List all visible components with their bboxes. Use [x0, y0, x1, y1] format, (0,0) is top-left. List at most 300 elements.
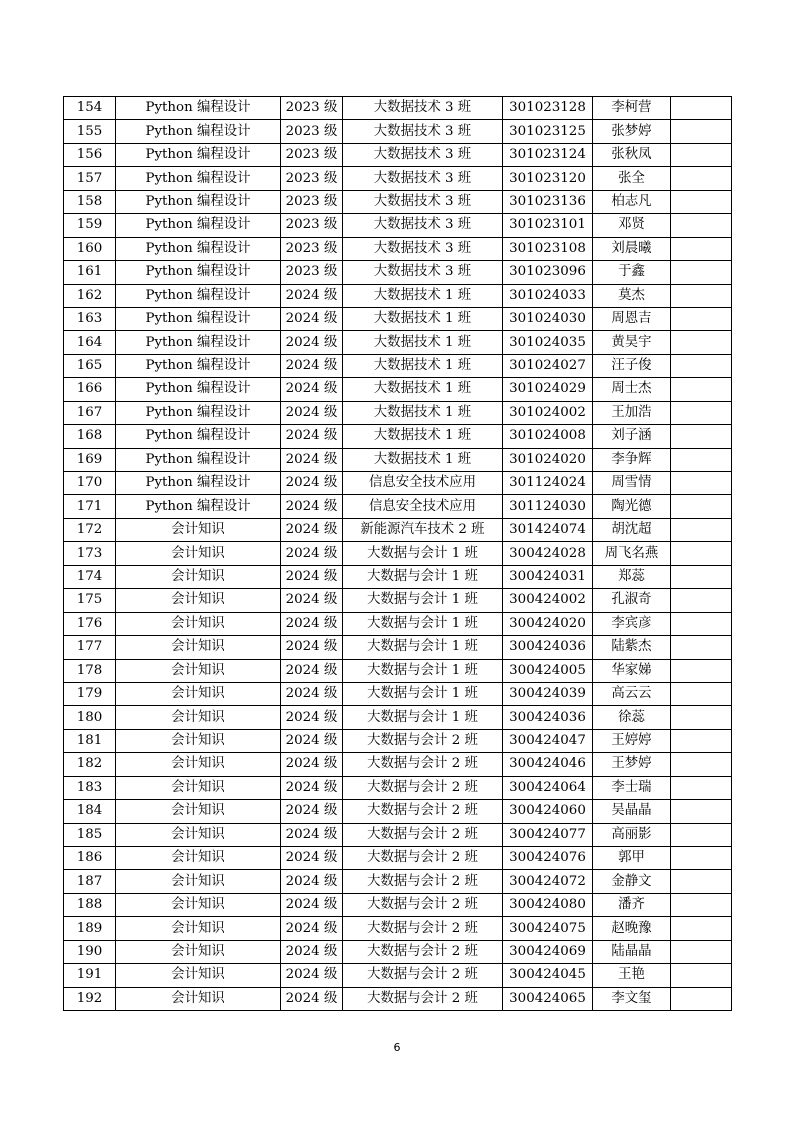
row-number-cell: 159	[64, 214, 116, 237]
table-row	[64, 401, 732, 424]
grade-year-cell: 2024 级	[281, 917, 343, 940]
course-name-cell: Python 编程设计	[116, 448, 281, 471]
student-name-cell: 华家娣	[593, 659, 671, 682]
row-number-cell: 167	[64, 401, 116, 424]
remark-cell	[671, 589, 732, 612]
course-name-cell: 会计知识	[116, 636, 281, 659]
remark-cell	[671, 565, 732, 588]
class-name-cell: 大数据与会计 2 班	[343, 917, 503, 940]
remark-cell	[671, 940, 732, 963]
student-id-cell: 300424046	[503, 753, 593, 776]
row-number-cell: 164	[64, 331, 116, 354]
student-roster-table	[63, 96, 732, 1011]
student-name-cell: 高云云	[593, 682, 671, 705]
grade-year-cell: 2023 级	[281, 261, 343, 284]
remark-cell	[671, 636, 732, 659]
grade-year-cell: 2024 级	[281, 776, 343, 799]
course-name-cell: 会计知识	[116, 870, 281, 893]
table-row	[64, 190, 732, 213]
student-id-cell: 300424045	[503, 964, 593, 987]
student-name-cell: 李文玺	[593, 987, 671, 1010]
page-number: 6	[393, 1041, 401, 1054]
student-name-cell: 邓贤	[593, 214, 671, 237]
student-name-cell: 刘晨曦	[593, 237, 671, 260]
student-name-cell: 王婷婷	[593, 729, 671, 752]
course-name-cell: 会计知识	[116, 659, 281, 682]
table-row	[64, 987, 732, 1010]
table-row	[64, 261, 732, 284]
remark-cell	[671, 870, 732, 893]
grade-year-cell: 2024 级	[281, 800, 343, 823]
student-id-cell: 300424020	[503, 612, 593, 635]
class-name-cell: 大数据与会计 2 班	[343, 823, 503, 846]
row-number-cell: 191	[64, 964, 116, 987]
remark-cell	[671, 964, 732, 987]
remark-cell	[671, 143, 732, 166]
student-name-cell: 柏志凡	[593, 190, 671, 213]
student-id-cell: 300424031	[503, 565, 593, 588]
row-number-cell: 176	[64, 612, 116, 635]
course-name-cell: Python 编程设计	[116, 120, 281, 143]
class-name-cell: 大数据与会计 2 班	[343, 847, 503, 870]
remark-cell	[671, 472, 732, 495]
course-name-cell: Python 编程设计	[116, 307, 281, 330]
table-row	[64, 307, 732, 330]
student-id-cell: 301424074	[503, 518, 593, 541]
row-number-cell: 172	[64, 518, 116, 541]
remark-cell	[671, 729, 732, 752]
row-number-cell: 165	[64, 354, 116, 377]
row-number-cell: 163	[64, 307, 116, 330]
grade-year-cell: 2023 级	[281, 97, 343, 120]
grade-year-cell: 2024 级	[281, 378, 343, 401]
course-name-cell: Python 编程设计	[116, 261, 281, 284]
remark-cell	[671, 800, 732, 823]
student-name-cell: 周雪情	[593, 472, 671, 495]
row-number-cell: 187	[64, 870, 116, 893]
class-name-cell: 大数据与会计 2 班	[343, 729, 503, 752]
class-name-cell: 大数据与会计 1 班	[343, 706, 503, 729]
class-name-cell: 大数据技术 1 班	[343, 425, 503, 448]
student-id-cell: 301024029	[503, 378, 593, 401]
row-number-cell: 171	[64, 495, 116, 518]
table-row	[64, 378, 732, 401]
grade-year-cell: 2024 级	[281, 612, 343, 635]
student-name-cell: 于鑫	[593, 261, 671, 284]
row-number-cell: 156	[64, 143, 116, 166]
table-row	[64, 284, 732, 307]
row-number-cell: 183	[64, 776, 116, 799]
class-name-cell: 新能源汽车技术 2 班	[343, 518, 503, 541]
student-id-cell: 301023124	[503, 143, 593, 166]
course-name-cell: Python 编程设计	[116, 331, 281, 354]
course-name-cell: Python 编程设计	[116, 143, 281, 166]
remark-cell	[671, 753, 732, 776]
course-name-cell: Python 编程设计	[116, 354, 281, 377]
row-number-cell: 181	[64, 729, 116, 752]
student-name-cell: 王艳	[593, 964, 671, 987]
remark-cell	[671, 706, 732, 729]
table-row	[64, 682, 732, 705]
remark-cell	[671, 542, 732, 565]
grade-year-cell: 2024 级	[281, 659, 343, 682]
grade-year-cell: 2024 级	[281, 401, 343, 424]
table-row	[64, 706, 732, 729]
remark-cell	[671, 237, 732, 260]
remark-cell	[671, 378, 732, 401]
student-name-cell: 张梦婷	[593, 120, 671, 143]
student-id-cell: 300424069	[503, 940, 593, 963]
table-row	[64, 964, 732, 987]
remark-cell	[671, 823, 732, 846]
student-name-cell: 高丽影	[593, 823, 671, 846]
grade-year-cell: 2024 级	[281, 331, 343, 354]
remark-cell	[671, 97, 732, 120]
table-row	[64, 237, 732, 260]
class-name-cell: 大数据与会计 1 班	[343, 682, 503, 705]
student-id-cell: 301023128	[503, 97, 593, 120]
remark-cell	[671, 659, 732, 682]
student-name-cell: 潘齐	[593, 893, 671, 916]
class-name-cell: 大数据技术 1 班	[343, 401, 503, 424]
grade-year-cell: 2024 级	[281, 706, 343, 729]
row-number-cell: 185	[64, 823, 116, 846]
class-name-cell: 大数据技术 1 班	[343, 331, 503, 354]
class-name-cell: 大数据技术 1 班	[343, 448, 503, 471]
student-id-cell: 301023136	[503, 190, 593, 213]
remark-cell	[671, 307, 732, 330]
class-name-cell: 大数据技术 3 班	[343, 214, 503, 237]
table-row	[64, 753, 732, 776]
course-name-cell: 会计知识	[116, 847, 281, 870]
table-row	[64, 495, 732, 518]
remark-cell	[671, 120, 732, 143]
class-name-cell: 大数据与会计 1 班	[343, 589, 503, 612]
class-name-cell: 大数据技术 1 班	[343, 307, 503, 330]
student-name-cell: 周飞名燕	[593, 542, 671, 565]
student-name-cell: 黄昊宇	[593, 331, 671, 354]
student-id-cell: 300424075	[503, 917, 593, 940]
table-row	[64, 847, 732, 870]
course-name-cell: 会计知识	[116, 823, 281, 846]
table-row	[64, 636, 732, 659]
remark-cell	[671, 495, 732, 518]
grade-year-cell: 2024 级	[281, 518, 343, 541]
student-id-cell: 300424036	[503, 636, 593, 659]
table-row	[64, 354, 732, 377]
table-row	[64, 167, 732, 190]
grade-year-cell: 2024 级	[281, 870, 343, 893]
class-name-cell: 大数据与会计 1 班	[343, 659, 503, 682]
grade-year-cell: 2024 级	[281, 682, 343, 705]
student-name-cell: 赵晚豫	[593, 917, 671, 940]
student-name-cell: 汪子俊	[593, 354, 671, 377]
grade-year-cell: 2023 级	[281, 167, 343, 190]
student-id-cell: 301024035	[503, 331, 593, 354]
grade-year-cell: 2024 级	[281, 448, 343, 471]
student-id-cell: 301024027	[503, 354, 593, 377]
remark-cell	[671, 167, 732, 190]
class-name-cell: 大数据技术 1 班	[343, 378, 503, 401]
student-name-cell: 郭甲	[593, 847, 671, 870]
grade-year-cell: 2023 级	[281, 214, 343, 237]
class-name-cell: 大数据技术 3 班	[343, 167, 503, 190]
row-number-cell: 168	[64, 425, 116, 448]
student-id-cell: 301023101	[503, 214, 593, 237]
course-name-cell: 会计知识	[116, 776, 281, 799]
student-id-cell: 300424064	[503, 776, 593, 799]
remark-cell	[671, 448, 732, 471]
course-name-cell: Python 编程设计	[116, 284, 281, 307]
row-number-cell: 161	[64, 261, 116, 284]
class-name-cell: 大数据与会计 1 班	[343, 565, 503, 588]
table-row	[64, 542, 732, 565]
row-number-cell: 178	[64, 659, 116, 682]
grade-year-cell: 2024 级	[281, 589, 343, 612]
student-id-cell: 301024002	[503, 401, 593, 424]
grade-year-cell: 2024 级	[281, 847, 343, 870]
row-number-cell: 192	[64, 987, 116, 1010]
grade-year-cell: 2024 级	[281, 425, 343, 448]
student-id-cell: 301024030	[503, 307, 593, 330]
grade-year-cell: 2024 级	[281, 823, 343, 846]
course-name-cell: Python 编程设计	[116, 167, 281, 190]
class-name-cell: 大数据与会计 2 班	[343, 870, 503, 893]
class-name-cell: 大数据与会计 2 班	[343, 987, 503, 1010]
row-number-cell: 174	[64, 565, 116, 588]
student-name-cell: 郑蕊	[593, 565, 671, 588]
student-id-cell: 300424047	[503, 729, 593, 752]
row-number-cell: 177	[64, 636, 116, 659]
row-number-cell: 173	[64, 542, 116, 565]
student-name-cell: 周恩吉	[593, 307, 671, 330]
student-id-cell: 301023125	[503, 120, 593, 143]
class-name-cell: 大数据与会计 2 班	[343, 893, 503, 916]
course-name-cell: Python 编程设计	[116, 214, 281, 237]
course-name-cell: Python 编程设计	[116, 472, 281, 495]
student-id-cell: 301024020	[503, 448, 593, 471]
table-row	[64, 823, 732, 846]
course-name-cell: 会计知识	[116, 682, 281, 705]
course-name-cell: 会计知识	[116, 753, 281, 776]
student-id-cell: 300424072	[503, 870, 593, 893]
table-row	[64, 729, 732, 752]
class-name-cell: 大数据与会计 2 班	[343, 940, 503, 963]
student-id-cell: 301023120	[503, 167, 593, 190]
table-row	[64, 448, 732, 471]
table-row	[64, 97, 732, 120]
row-number-cell: 160	[64, 237, 116, 260]
row-number-cell: 169	[64, 448, 116, 471]
remark-cell	[671, 917, 732, 940]
remark-cell	[671, 518, 732, 541]
table-row	[64, 425, 732, 448]
course-name-cell: Python 编程设计	[116, 190, 281, 213]
row-number-cell: 158	[64, 190, 116, 213]
course-name-cell: 会计知识	[116, 917, 281, 940]
student-name-cell: 金静文	[593, 870, 671, 893]
grade-year-cell: 2024 级	[281, 495, 343, 518]
class-name-cell: 大数据与会计 2 班	[343, 800, 503, 823]
row-number-cell: 184	[64, 800, 116, 823]
grade-year-cell: 2024 级	[281, 964, 343, 987]
course-name-cell: 会计知识	[116, 987, 281, 1010]
remark-cell	[671, 190, 732, 213]
remark-cell	[671, 284, 732, 307]
row-number-cell: 155	[64, 120, 116, 143]
row-number-cell: 166	[64, 378, 116, 401]
table-row	[64, 940, 732, 963]
student-name-cell: 陆晶晶	[593, 940, 671, 963]
course-name-cell: 会计知识	[116, 940, 281, 963]
class-name-cell: 大数据技术 3 班	[343, 120, 503, 143]
student-name-cell: 李士瑞	[593, 776, 671, 799]
class-name-cell: 大数据技术 3 班	[343, 97, 503, 120]
student-name-cell: 周士杰	[593, 378, 671, 401]
student-name-cell: 李柯营	[593, 97, 671, 120]
course-name-cell: 会计知识	[116, 612, 281, 635]
row-number-cell: 188	[64, 893, 116, 916]
course-name-cell: Python 编程设计	[116, 425, 281, 448]
grade-year-cell: 2023 级	[281, 237, 343, 260]
student-id-cell: 300424005	[503, 659, 593, 682]
grade-year-cell: 2024 级	[281, 987, 343, 1010]
row-number-cell: 162	[64, 284, 116, 307]
student-id-cell: 301124030	[503, 495, 593, 518]
student-name-cell: 王加浩	[593, 401, 671, 424]
grade-year-cell: 2023 级	[281, 190, 343, 213]
row-number-cell: 180	[64, 706, 116, 729]
course-name-cell: 会计知识	[116, 518, 281, 541]
remark-cell	[671, 261, 732, 284]
table-row	[64, 612, 732, 635]
remark-cell	[671, 401, 732, 424]
table-row	[64, 214, 732, 237]
remark-cell	[671, 893, 732, 916]
student-name-cell: 胡沈超	[593, 518, 671, 541]
row-number-cell: 170	[64, 472, 116, 495]
student-id-cell: 300424065	[503, 987, 593, 1010]
course-name-cell: 会计知识	[116, 706, 281, 729]
student-name-cell: 张秋凤	[593, 143, 671, 166]
row-number-cell: 179	[64, 682, 116, 705]
row-number-cell: 186	[64, 847, 116, 870]
remark-cell	[671, 214, 732, 237]
student-id-cell: 300424028	[503, 542, 593, 565]
student-id-cell: 300424076	[503, 847, 593, 870]
table-row	[64, 659, 732, 682]
grade-year-cell: 2024 级	[281, 893, 343, 916]
grade-year-cell: 2024 级	[281, 636, 343, 659]
row-number-cell: 175	[64, 589, 116, 612]
class-name-cell: 大数据技术 3 班	[343, 190, 503, 213]
remark-cell	[671, 425, 732, 448]
table-row	[64, 893, 732, 916]
student-id-cell: 301023096	[503, 261, 593, 284]
class-name-cell: 大数据与会计 2 班	[343, 753, 503, 776]
grade-year-cell: 2023 级	[281, 120, 343, 143]
grade-year-cell: 2024 级	[281, 284, 343, 307]
student-name-cell: 徐蕊	[593, 706, 671, 729]
grade-year-cell: 2024 级	[281, 753, 343, 776]
student-id-cell: 300424077	[503, 823, 593, 846]
remark-cell	[671, 682, 732, 705]
table-row	[64, 143, 732, 166]
table-row	[64, 776, 732, 799]
table-row	[64, 800, 732, 823]
grade-year-cell: 2023 级	[281, 143, 343, 166]
class-name-cell: 大数据与会计 1 班	[343, 612, 503, 635]
student-id-cell: 300424036	[503, 706, 593, 729]
student-name-cell: 李争辉	[593, 448, 671, 471]
student-id-cell: 300424080	[503, 893, 593, 916]
row-number-cell: 154	[64, 97, 116, 120]
grade-year-cell: 2024 级	[281, 729, 343, 752]
course-name-cell: 会计知识	[116, 542, 281, 565]
student-id-cell: 301023108	[503, 237, 593, 260]
table-row	[64, 870, 732, 893]
student-name-cell: 陆紫杰	[593, 636, 671, 659]
remark-cell	[671, 847, 732, 870]
class-name-cell: 大数据技术 3 班	[343, 143, 503, 166]
class-name-cell: 大数据技术 1 班	[343, 354, 503, 377]
grade-year-cell: 2024 级	[281, 307, 343, 330]
grade-year-cell: 2024 级	[281, 354, 343, 377]
class-name-cell: 大数据与会计 2 班	[343, 964, 503, 987]
class-name-cell: 信息安全技术应用	[343, 472, 503, 495]
table-row	[64, 917, 732, 940]
course-name-cell: Python 编程设计	[116, 237, 281, 260]
grade-year-cell: 2024 级	[281, 565, 343, 588]
remark-cell	[671, 331, 732, 354]
student-id-cell: 300424060	[503, 800, 593, 823]
student-name-cell: 吴晶晶	[593, 800, 671, 823]
remark-cell	[671, 612, 732, 635]
table-row	[64, 589, 732, 612]
row-number-cell: 157	[64, 167, 116, 190]
course-name-cell: Python 编程设计	[116, 378, 281, 401]
course-name-cell: 会计知识	[116, 893, 281, 916]
class-name-cell: 大数据与会计 1 班	[343, 542, 503, 565]
remark-cell	[671, 776, 732, 799]
table-row	[64, 518, 732, 541]
course-name-cell: Python 编程设计	[116, 97, 281, 120]
roster-body	[64, 97, 732, 1011]
grade-year-cell: 2024 级	[281, 940, 343, 963]
student-name-cell: 张全	[593, 167, 671, 190]
remark-cell	[671, 354, 732, 377]
student-id-cell: 300424002	[503, 589, 593, 612]
class-name-cell: 大数据与会计 1 班	[343, 636, 503, 659]
course-name-cell: 会计知识	[116, 729, 281, 752]
course-name-cell: Python 编程设计	[116, 495, 281, 518]
student-name-cell: 莫杰	[593, 284, 671, 307]
student-name-cell: 王梦婷	[593, 753, 671, 776]
grade-year-cell: 2024 级	[281, 542, 343, 565]
table-row	[64, 472, 732, 495]
class-name-cell: 大数据技术 1 班	[343, 284, 503, 307]
student-name-cell: 刘子涵	[593, 425, 671, 448]
row-number-cell: 182	[64, 753, 116, 776]
course-name-cell: 会计知识	[116, 964, 281, 987]
student-name-cell: 孔淑奇	[593, 589, 671, 612]
row-number-cell: 190	[64, 940, 116, 963]
grade-year-cell: 2024 级	[281, 472, 343, 495]
student-name-cell: 陶光德	[593, 495, 671, 518]
course-name-cell: 会计知识	[116, 800, 281, 823]
table-row	[64, 331, 732, 354]
class-name-cell: 大数据技术 3 班	[343, 261, 503, 284]
